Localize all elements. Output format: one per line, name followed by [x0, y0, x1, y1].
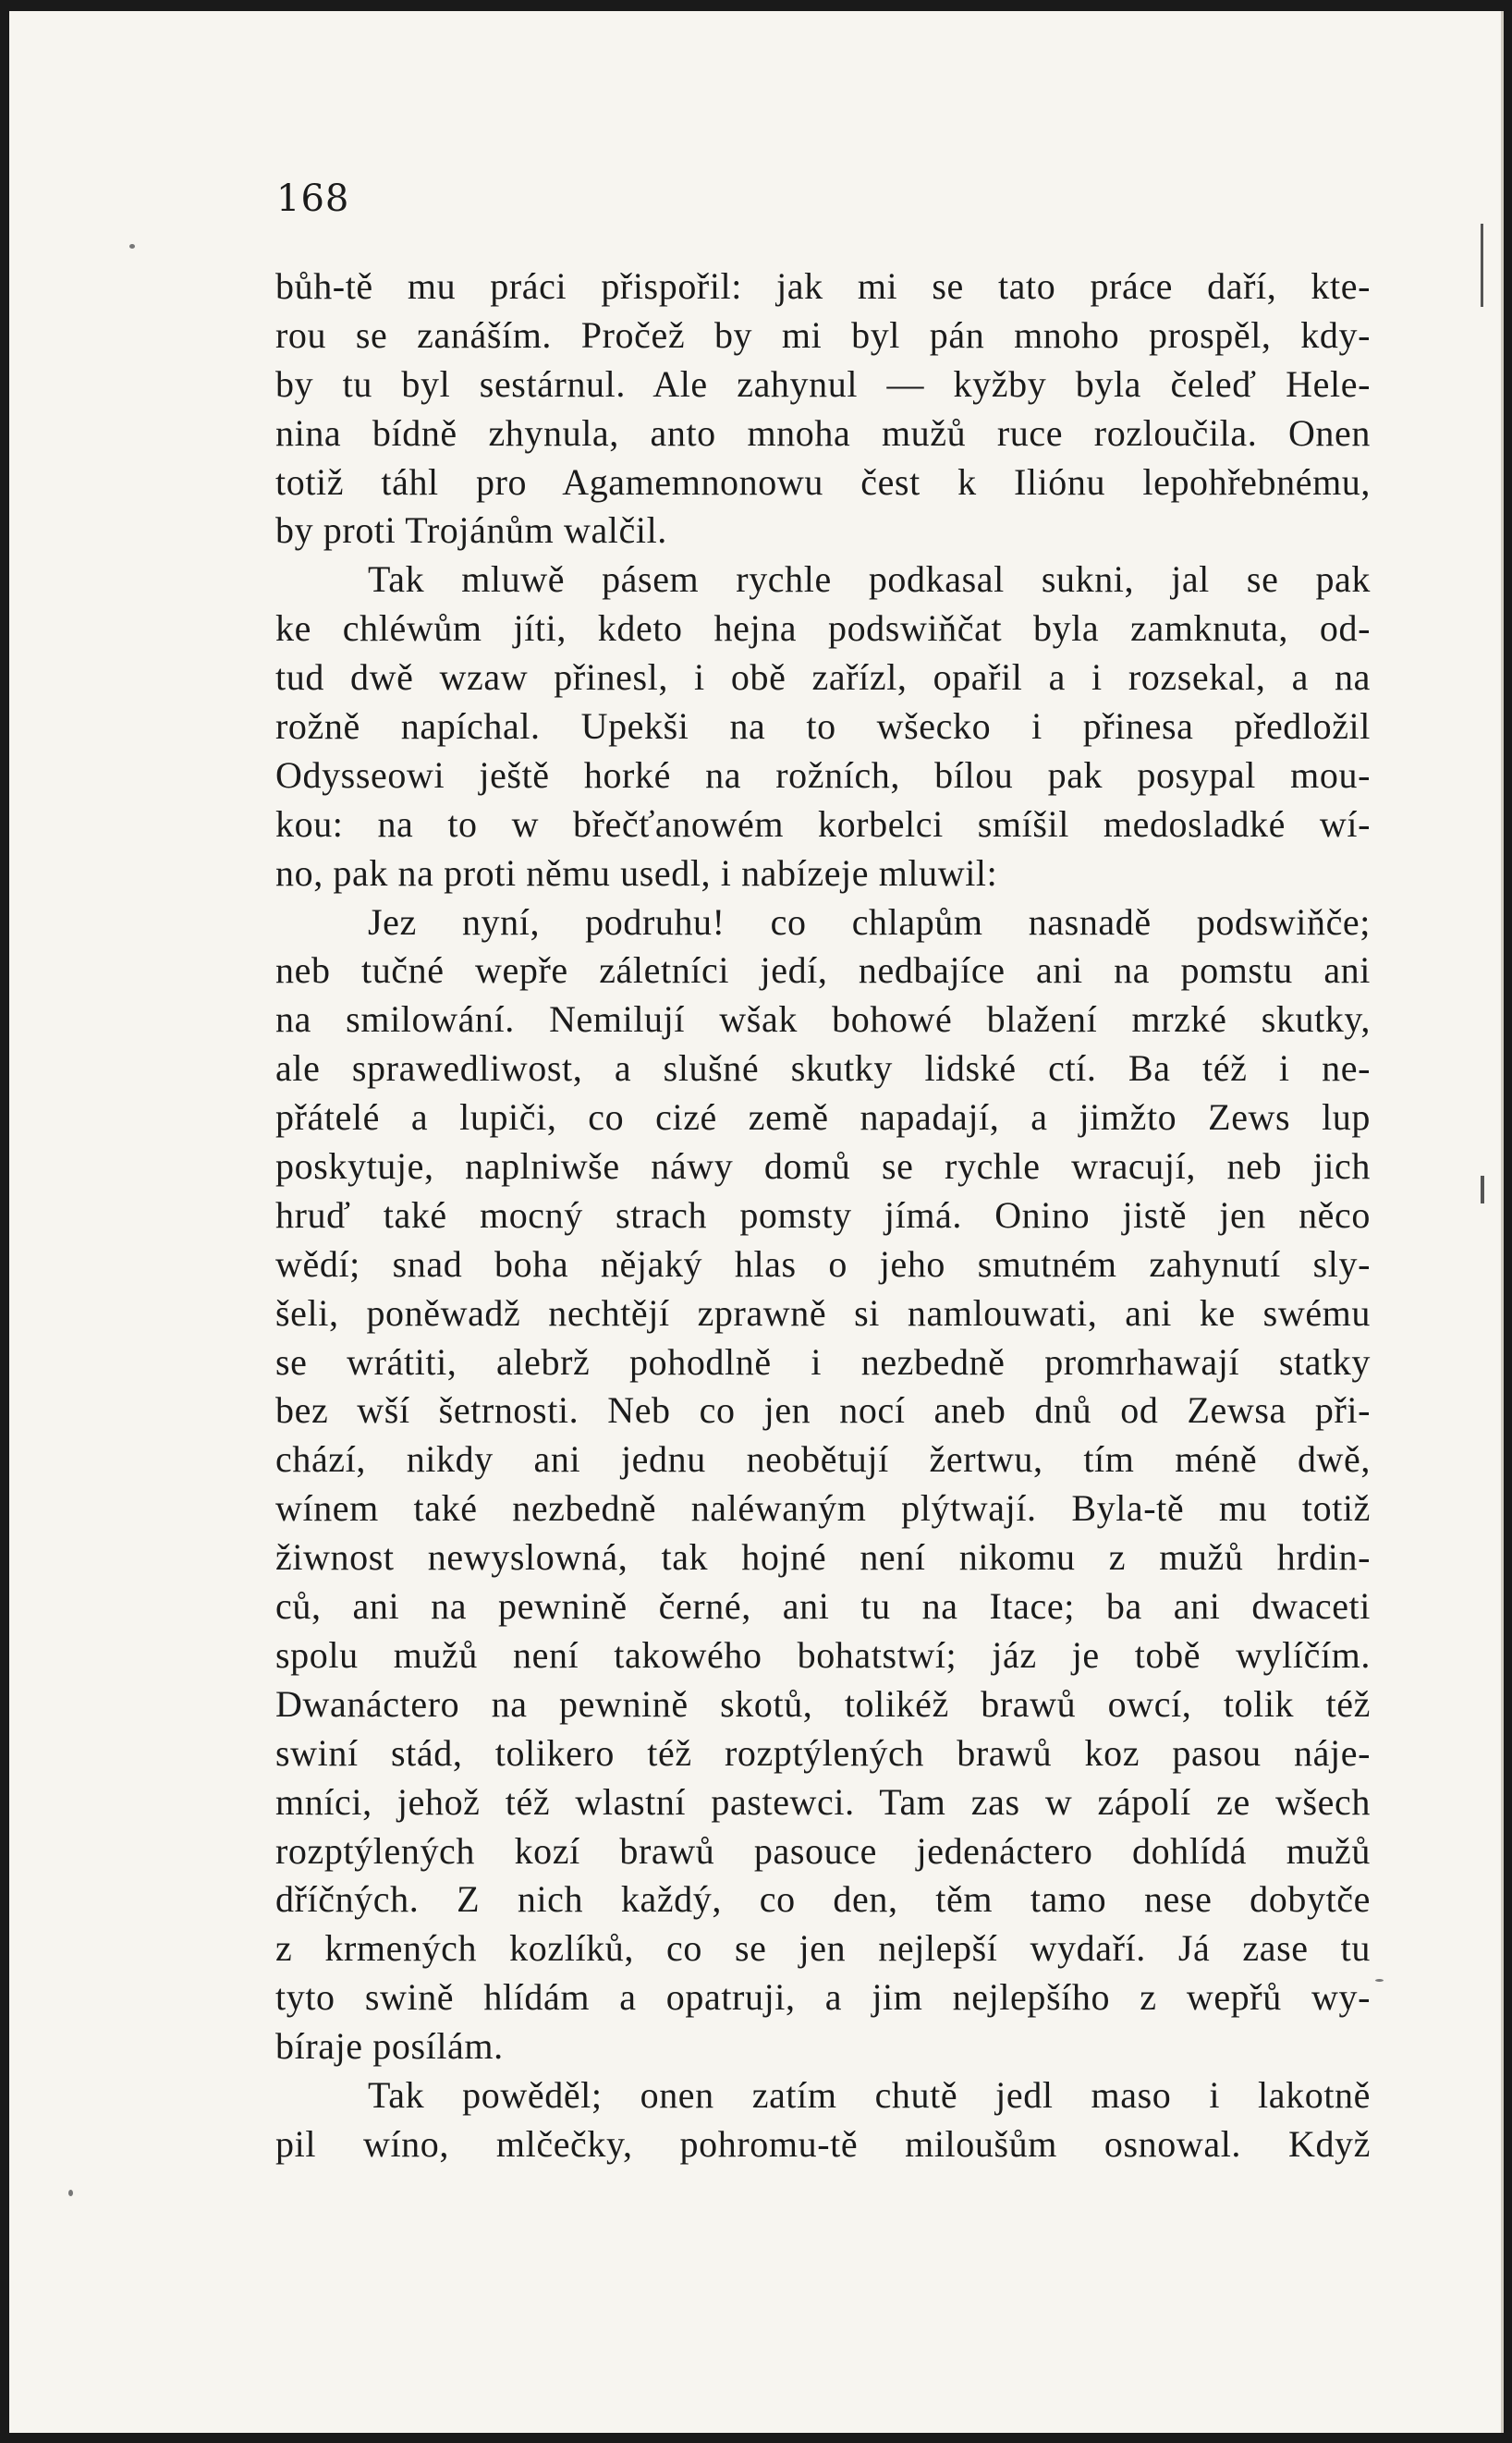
- text-line: Jez nyní, podruhu! co chlapům nasnadě podswiňče;: [368, 900, 1371, 943]
- page-edge-mark: [1481, 1176, 1484, 1203]
- text-line: rozptýlených kozí brawů pasouce jedenáctero dohlídá mužů: [275, 1829, 1371, 1872]
- text-line: z krmených kozlíků, co se jen nejlepší wydaří. Já zase tu: [275, 1927, 1371, 1970]
- text-line: šeli, poněwadž nechtějí zprawně si namlouwati, ani ke swému: [275, 1291, 1371, 1334]
- text-line: ale sprawedliwost, a slušné skutky lidské ctí. Ba též i ne-: [275, 1047, 1371, 1090]
- text-line: by proti Trojánům walčil.: [275, 509, 667, 552]
- text-line: rou se zanáším. Pročež by mi byl pán mnoho prospěl, kdy-: [275, 313, 1371, 356]
- text-line: rožně napíchal. Upekši na to wšecko i přinesa předložil: [275, 705, 1371, 748]
- text-line: mníci, jehož též wlastní pastewci. Tam zas w zápolí ze wšech: [275, 1780, 1371, 1823]
- text-line: no, pak na proti němu usedl, i nabízeje mluwil:: [275, 851, 998, 894]
- scan-speck: [129, 244, 135, 249]
- text-line: by tu byl sestárnul. Ale zahynul — kyžby byla čeleď Hele-: [275, 362, 1371, 405]
- text-line: na smilowání. Nemilují wšak bohowé blažení mrzké skutky,: [275, 998, 1371, 1041]
- page-number: 168: [276, 177, 350, 220]
- text-line: Odysseowi ještě horké na rožních, bílou pak posypal mou-: [275, 753, 1371, 796]
- body-text: [275, 263, 1371, 2169]
- text-line: Dwanáctero na pewnině skotů, tolikéž brawů owcí, tolik též: [275, 1682, 1371, 1725]
- text-line: hruď také mocný strach pomsty jímá. Onino jistě jen něco: [275, 1193, 1371, 1236]
- text-line: bez wší šetrnosti. Neb co jen nocí aneb dnů od Zewsa při-: [275, 1389, 1371, 1432]
- text-line: poskytuje, naplniwše náwy domů se rychle wracují, neb jich: [275, 1145, 1371, 1188]
- text-line: tud dwě wzaw přinesl, i obě zařízl, opařil a i rozsekal, a na: [275, 656, 1371, 699]
- text-line: spolu mužů není takowého bohatstwí; jáz je tobě wylíčím.: [275, 1633, 1371, 1676]
- text-line: bíraje posílám.: [275, 2025, 504, 2068]
- text-line: přátelé a lupiči, co cizé země napadají, a jimžto Zews lup: [275, 1096, 1371, 1139]
- text-line: wínem také nezbedně naléwaným plýtwají. Byla-tě mu totiž: [275, 1487, 1371, 1530]
- page-edge-mark: [1481, 224, 1483, 307]
- text-line: dříčných. Z nich každý, co den, těm tamo nese dobytče: [275, 1878, 1371, 1921]
- scan-speck: [1375, 1979, 1384, 1982]
- text-line: chází, nikdy ani jednu neobětují žertwu, tím méně dwě,: [275, 1438, 1371, 1481]
- text-line: bůh-tě mu práci přispořil: jak mi se tato práce daří, kte-: [275, 265, 1371, 307]
- text-line: wědí; snad boha nějaký hlas o jeho smutném zahynutí sly-: [275, 1242, 1371, 1285]
- book-page: [9, 11, 1504, 2433]
- text-line: pil wíno, mlčečky, pohromu-tě miloušům osnowal. Když: [275, 2122, 1371, 2165]
- text-line: totiž táhl pro Agamemnonowu čest k Iliónu lepohřebnému,: [275, 460, 1371, 503]
- text-line: žiwnost newyslowná, tak hojné není nikomu z mužů hrdin-: [275, 1536, 1371, 1579]
- text-line: nina bídně zhynula, anto mnoha mužů ruce rozloučila. Onen: [275, 411, 1371, 454]
- text-line: kou: na to w břečťanowém korbelci smíšil medosladké wí-: [275, 802, 1371, 845]
- text-line: neb tučné wepře záletníci jedí, nedbajíce ani na pomstu ani: [275, 949, 1371, 992]
- text-line: swiní stád, tolikero též rozptýlených brawů koz pasou náje-: [275, 1731, 1371, 1774]
- text-line: se wrátiti, alebrž pohodlně i nezbedně promrhawají statky: [275, 1340, 1371, 1383]
- text-line: tyto swině hlídám a opatruji, a jim nejlepšího z wepřů wy-: [275, 1976, 1371, 2019]
- scan-speck: [68, 2190, 73, 2196]
- text-line: Tak powěděl; onen zatím chutě jedl maso i lakotně: [368, 2073, 1371, 2116]
- text-line: ců, ani na pewnině černé, ani tu na Itace; ba ani dwaceti: [275, 1585, 1371, 1628]
- text-line: Tak mluwě pásem rychle podkasal sukni, jal se pak: [368, 558, 1371, 601]
- text-line: ke chléwům jíti, kdeto hejna podswiňčat byla zamknuta, od-: [275, 607, 1371, 650]
